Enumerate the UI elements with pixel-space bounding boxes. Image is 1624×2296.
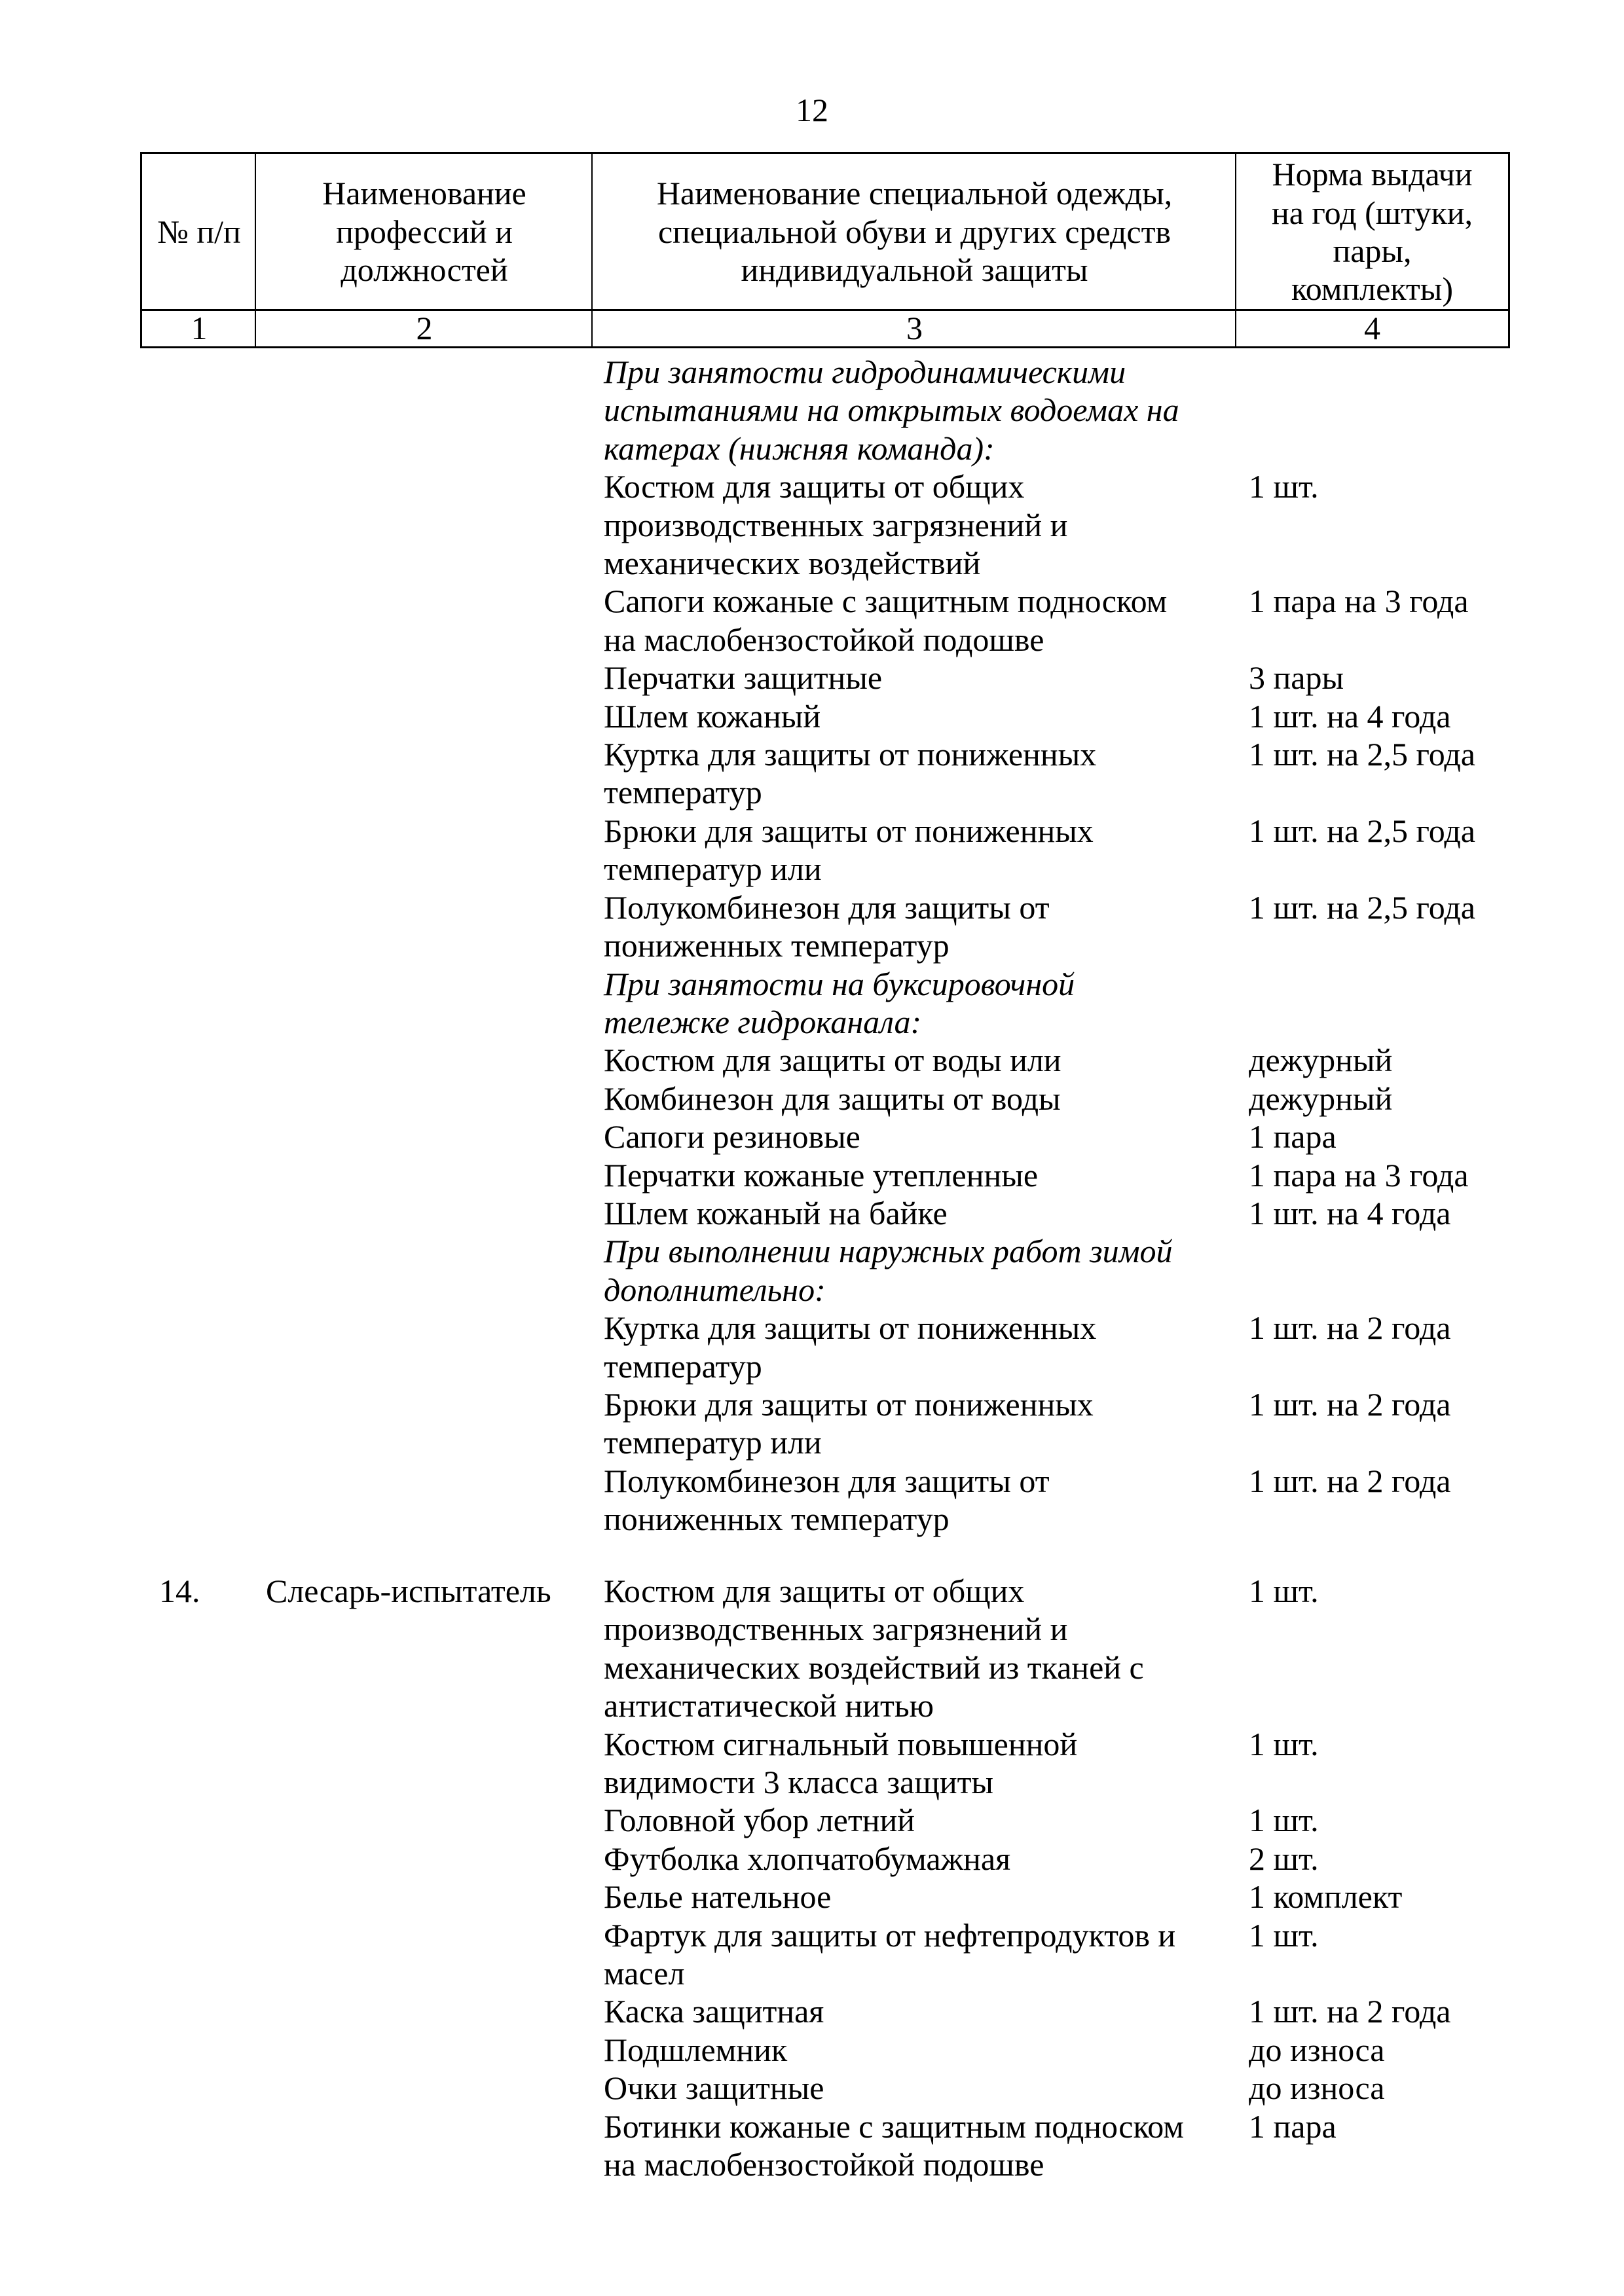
section-heading xyxy=(0,1232,1624,1309)
text-line: Куртка для защиты от пониженных xyxy=(604,1309,1097,1347)
text-line: Полукомбинезон для защиты от xyxy=(604,888,1050,926)
ppe-item-row xyxy=(0,1992,1624,2030)
issue-norm: 1 шт. на 2,5 года xyxy=(1249,888,1475,926)
item-name xyxy=(604,1118,1213,1156)
heading-text xyxy=(604,1232,1213,1309)
ppe-item-row xyxy=(0,1801,1624,1839)
item-name xyxy=(604,735,1213,812)
ppe-item-row xyxy=(0,1309,1624,1385)
text-line: Костюм для защиты от воды или xyxy=(604,1042,1061,1079)
ppe-item-row xyxy=(0,2107,1624,2184)
text-line: Сапоги кожаные с защитным подноском xyxy=(604,583,1168,620)
item-name xyxy=(604,582,1213,659)
text-line: Ботинки кожаные с защитным подноском xyxy=(604,2107,1184,2145)
header-text: индивидуальной защиты xyxy=(741,251,1088,289)
text-line: Брюки для защиты от пониженных xyxy=(604,812,1094,849)
text-line: видимости 3 класса защиты xyxy=(604,1764,994,1801)
header-text: специальной обуви и других средств xyxy=(657,213,1172,250)
item-name xyxy=(604,1992,1213,2030)
header-text: Норма выдачи xyxy=(1272,156,1473,193)
item-name xyxy=(604,812,1213,888)
ppe-item-row xyxy=(0,1156,1624,1194)
ppe-item-row xyxy=(0,1878,1624,1916)
column-number-2: 2 xyxy=(416,310,433,346)
text-line: Шлем кожаный на байке xyxy=(604,1194,948,1231)
ppe-item-row xyxy=(0,812,1624,888)
item-name xyxy=(604,1080,1213,1118)
ppe-item-row xyxy=(0,735,1624,812)
text-line: на маслобензостойкой подошве xyxy=(604,621,1044,658)
issue-norm: дежурный xyxy=(1249,1080,1393,1117)
item-name xyxy=(604,659,1213,697)
text-line: пониженных температур xyxy=(604,1501,950,1538)
item-name xyxy=(604,1572,1213,1725)
issue-norm: 1 шт. на 2 года xyxy=(1249,1309,1451,1347)
text-line: Костюм сигнальный повышенной xyxy=(604,1725,1078,1762)
header-text: должностей xyxy=(341,251,508,289)
header-text: комплекты) xyxy=(1291,270,1454,308)
header-col-norm xyxy=(1236,154,1508,310)
issue-norm: 1 шт. xyxy=(1249,1573,1319,1609)
column-number-3: 3 xyxy=(906,310,923,346)
text-line: Подшлемник xyxy=(604,2031,788,2068)
item-name xyxy=(604,2107,1213,2184)
item-name xyxy=(604,1309,1213,1385)
text-line: производственных загрязнений и xyxy=(604,1611,1068,1648)
text-line: Костюм для защиты от общих xyxy=(604,468,1025,505)
text-line: Сапоги резиновые xyxy=(604,1118,860,1156)
header-text: пары, xyxy=(1333,232,1412,269)
item-name xyxy=(604,1041,1213,1079)
text-line: тележке гидроканала: xyxy=(604,1003,922,1040)
text-line: катерах (нижняя команда): xyxy=(604,429,995,467)
ppe-item-row xyxy=(0,1118,1624,1156)
ppe-item-row xyxy=(0,1840,1624,1878)
column-divider xyxy=(1235,154,1236,346)
issue-norm: 1 шт. на 4 года xyxy=(1249,697,1451,735)
text-line: При занятости гидродинамическими xyxy=(604,354,1126,390)
text-line: производственных загрязнений и xyxy=(604,506,1068,543)
issue-norm: 2 шт. xyxy=(1249,1840,1319,1877)
item-name xyxy=(604,1916,1213,1993)
header-text: Наименование специальной одежды, xyxy=(656,175,1173,212)
issue-norm: 1 шт. на 2 года xyxy=(1249,1462,1451,1499)
ppe-item-row xyxy=(0,1462,1624,1539)
text-line: температур или xyxy=(604,850,822,888)
text-line: механических воздействий xyxy=(604,545,981,582)
heading-text xyxy=(604,965,1213,1042)
column-number-4: 4 xyxy=(1364,310,1380,346)
column-number-1: 1 xyxy=(191,310,208,346)
item-name xyxy=(604,1156,1213,1194)
item-name xyxy=(604,1725,1213,1802)
item-name xyxy=(604,888,1213,965)
ppe-item-row xyxy=(0,1080,1624,1118)
issue-norm: 3 пары xyxy=(1249,659,1344,697)
profession-name: Слесарь-испытатель xyxy=(266,1573,551,1609)
text-line: Шлем кожаный xyxy=(604,697,821,735)
text-line: масел xyxy=(604,1955,685,1992)
text-line: Куртка для защиты от пониженных xyxy=(604,736,1097,773)
text-line: температур xyxy=(604,1347,762,1385)
item-name xyxy=(604,1801,1213,1839)
text-line: температур или xyxy=(604,1424,822,1461)
ppe-item-row xyxy=(0,1725,1624,1802)
heading-text xyxy=(604,353,1213,467)
text-line: испытаниями на открытых водоемах на xyxy=(604,392,1179,429)
issue-norm: 1 шт. на 4 года xyxy=(1249,1194,1451,1231)
header-col-number xyxy=(142,154,256,310)
item-name xyxy=(604,467,1213,582)
text-line: Перчатки защитные xyxy=(604,659,883,697)
header-col-item xyxy=(593,154,1236,310)
issue-norm: 1 пара xyxy=(1249,2107,1337,2145)
row-number: 14. xyxy=(159,1573,200,1609)
ppe-item-row xyxy=(0,2069,1624,2107)
ppe-item-row xyxy=(0,888,1624,965)
item-name xyxy=(604,1878,1213,1916)
section-heading xyxy=(0,965,1624,1042)
item-name xyxy=(604,2069,1213,2107)
ppe-item-row xyxy=(0,2031,1624,2069)
ppe-item-row xyxy=(0,582,1624,659)
ppe-item-row xyxy=(0,697,1624,735)
ppe-item-row xyxy=(0,1572,1624,1725)
item-name xyxy=(604,1462,1213,1539)
text-line: Брюки для защиты от пониженных xyxy=(604,1385,1094,1423)
issue-norm: 1 комплект xyxy=(1249,1878,1403,1916)
issue-norm: 1 пара xyxy=(1249,1118,1337,1156)
issue-norm: до износа xyxy=(1249,2069,1385,2107)
text-line: Перчатки кожаные утепленные xyxy=(604,1156,1039,1194)
column-divider xyxy=(591,154,593,346)
issue-norm: 1 пара на 3 года xyxy=(1249,1156,1469,1194)
ppe-item-row xyxy=(0,467,1624,582)
issue-norm: дежурный xyxy=(1249,1042,1393,1079)
item-name xyxy=(604,2031,1213,2069)
text-line: Очки защитные xyxy=(604,2069,824,2107)
header-col-profession xyxy=(256,154,593,310)
page-number: 12 xyxy=(796,92,828,128)
column-divider xyxy=(255,154,256,346)
text-line: Белье нательное xyxy=(604,1878,832,1916)
issue-norm: 1 шт. xyxy=(1249,1725,1319,1762)
text-line: механических воздействий из тканей с xyxy=(604,1649,1144,1686)
text-line: Футболка хлопчатобумажная xyxy=(604,1840,1011,1877)
text-line: дополнительно: xyxy=(604,1271,826,1308)
issue-norm: 1 шт. xyxy=(1249,1916,1319,1954)
header-col-number-label: № п/п xyxy=(157,213,241,250)
item-name xyxy=(604,697,1213,735)
issue-norm: 1 шт. на 2 года xyxy=(1249,1993,1451,2030)
text-line: пониженных температур xyxy=(604,927,950,964)
header-text: на год (штуки, xyxy=(1271,194,1473,231)
text-line: Костюм для защиты от общих xyxy=(604,1573,1025,1609)
ppe-item-row xyxy=(0,1194,1624,1232)
issue-norm: до износа xyxy=(1249,2031,1385,2068)
header-text: профессий и xyxy=(336,213,513,250)
text-line: Головной убор летний xyxy=(604,1802,915,1839)
issue-norm: 1 шт. xyxy=(1249,1802,1319,1839)
issue-norm: 1 шт. xyxy=(1249,468,1319,505)
issue-norm: 1 шт. на 2,5 года xyxy=(1249,812,1475,849)
text-line: Фартук для защиты от нефтепродуктов и xyxy=(604,1916,1176,1954)
text-line: Полукомбинезон для защиты от xyxy=(604,1462,1050,1499)
text-line: антистатической нитью xyxy=(604,1687,934,1724)
table-header xyxy=(140,152,1510,348)
text-line: Каска защитная xyxy=(604,1993,824,2030)
issue-norm: 1 пара на 3 года xyxy=(1249,583,1469,620)
item-name xyxy=(604,1385,1213,1462)
item-name xyxy=(604,1194,1213,1232)
ppe-item-row xyxy=(0,1385,1624,1462)
text-line: При занятости на буксировочной xyxy=(604,965,1075,1002)
text-line: При выполнении наружных работ зимой xyxy=(604,1233,1173,1270)
table-section xyxy=(0,353,1624,1539)
ppe-item-row xyxy=(0,1916,1624,1993)
text-line: на маслобензостойкой подошве xyxy=(604,2146,1044,2183)
issue-norm: 1 шт. на 2 года xyxy=(1249,1385,1451,1423)
ppe-item-row xyxy=(0,659,1624,697)
text-line: температур xyxy=(604,774,762,811)
table-section xyxy=(0,1572,1624,2184)
issue-norm: 1 шт. на 2,5 года xyxy=(1249,736,1475,773)
item-name xyxy=(604,1840,1213,1878)
section-heading xyxy=(0,353,1624,467)
header-text: Наименование xyxy=(322,175,526,212)
text-line: Комбинезон для защиты от воды xyxy=(604,1080,1061,1117)
ppe-item-row xyxy=(0,1041,1624,1079)
